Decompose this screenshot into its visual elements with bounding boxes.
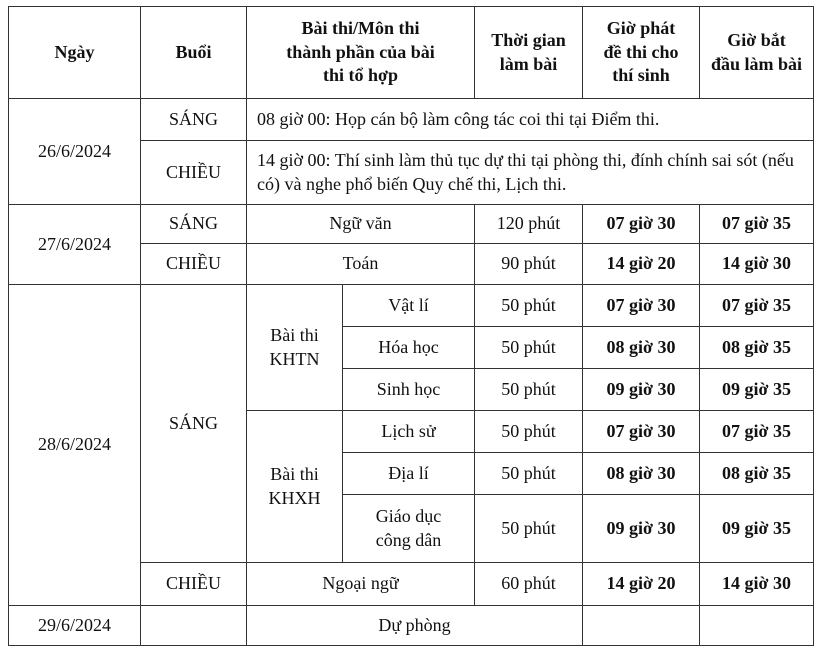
hand-out-cell: 07 giờ 30	[583, 285, 700, 327]
duration-cell: 50 phút	[475, 495, 583, 563]
duration-cell: 50 phút	[475, 411, 583, 453]
duration-cell: 50 phút	[475, 453, 583, 495]
hand-out-cell: 14 giờ 20	[583, 563, 700, 606]
subject-cell: Hóa học	[343, 327, 475, 369]
date-cell: 29/6/2024	[9, 606, 141, 646]
start-cell: 08 giờ 35	[700, 453, 814, 495]
subject-cell: Toán	[247, 244, 475, 285]
header-hand-out-time: Giờ phát đề thi cho thí sinh	[583, 7, 700, 99]
hand-out-cell: 14 giờ 20	[583, 244, 700, 285]
session-cell: SÁNG	[141, 285, 247, 563]
header-subject: Bài thi/Môn thi thành phần của bài thi tổ hợp	[247, 7, 475, 99]
subject-cell: Ngoại ngữ	[247, 563, 475, 606]
header-start-time: Giờ bắt đầu làm bài	[700, 7, 814, 99]
header-session: Buổi	[141, 7, 247, 99]
subject-cell: Địa lí	[343, 453, 475, 495]
subject-cell: Lịch sử	[343, 411, 475, 453]
note-cell: 08 giờ 00: Họp cán bộ làm công tác coi thi tại Điểm thi.	[247, 99, 814, 141]
start-cell: 09 giờ 35	[700, 369, 814, 411]
start-cell: 14 giờ 30	[700, 244, 814, 285]
subject-cell: Vật lí	[343, 285, 475, 327]
table-row	[9, 99, 814, 141]
exam-schedule-table	[8, 6, 814, 646]
duration-cell: 50 phút	[475, 327, 583, 369]
group-cell-khxh: Bài thi KHXH	[247, 411, 343, 563]
duration-cell: 120 phút	[475, 205, 583, 244]
empty-cell	[583, 606, 700, 646]
date-cell: 28/6/2024	[9, 285, 141, 606]
subject-cell: Sinh học	[343, 369, 475, 411]
note-cell: 14 giờ 00: Thí sinh làm thủ tục dự thi tại phòng thi, đính chính sai sót (nếu có) và nghe phổ biến Quy chế thi, Lịch thi.	[247, 141, 814, 205]
start-cell: 07 giờ 35	[700, 205, 814, 244]
subject-cell: Ngữ văn	[247, 205, 475, 244]
hand-out-cell: 09 giờ 30	[583, 495, 700, 563]
empty-cell	[141, 606, 247, 646]
start-cell: 07 giờ 35	[700, 411, 814, 453]
note-cell: Dự phòng	[247, 606, 583, 646]
header-row	[9, 7, 814, 99]
date-cell: 27/6/2024	[9, 205, 141, 285]
hand-out-cell: 07 giờ 30	[583, 411, 700, 453]
table-row	[9, 606, 814, 646]
duration-cell: 60 phút	[475, 563, 583, 606]
duration-cell: 50 phút	[475, 369, 583, 411]
start-cell: 07 giờ 35	[700, 285, 814, 327]
session-cell: SÁNG	[141, 205, 247, 244]
session-cell: SÁNG	[141, 99, 247, 141]
session-cell: CHIỀU	[141, 563, 247, 606]
hand-out-cell: 07 giờ 30	[583, 205, 700, 244]
session-cell: CHIỀU	[141, 244, 247, 285]
hand-out-cell: 08 giờ 30	[583, 453, 700, 495]
start-cell: 08 giờ 35	[700, 327, 814, 369]
start-cell: 14 giờ 30	[700, 563, 814, 606]
header-duration: Thời gian làm bài	[475, 7, 583, 99]
header-date: Ngày	[9, 7, 141, 99]
subject-cell: Giáo dục công dân	[343, 495, 475, 563]
duration-cell: 90 phút	[475, 244, 583, 285]
table-row	[9, 285, 814, 327]
duration-cell: 50 phút	[475, 285, 583, 327]
empty-cell	[700, 606, 814, 646]
session-cell: CHIỀU	[141, 141, 247, 205]
hand-out-cell: 09 giờ 30	[583, 369, 700, 411]
table-row	[9, 205, 814, 244]
hand-out-cell: 08 giờ 30	[583, 327, 700, 369]
start-cell: 09 giờ 35	[700, 495, 814, 563]
date-cell: 26/6/2024	[9, 99, 141, 205]
group-cell-khtn: Bài thi KHTN	[247, 285, 343, 411]
